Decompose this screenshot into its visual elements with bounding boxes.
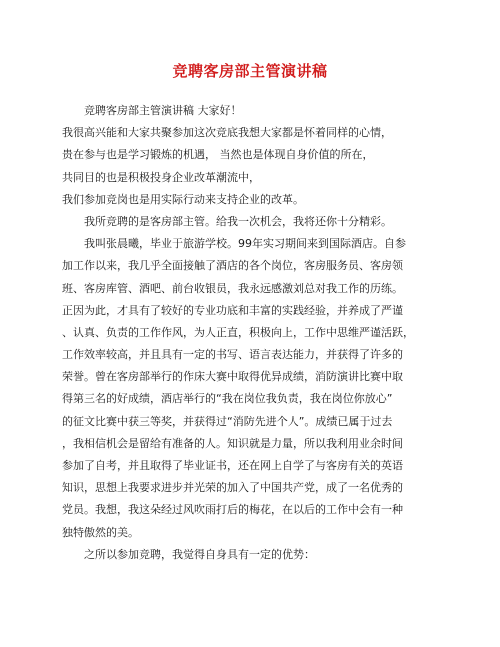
document-body (62, 100, 442, 566)
body-line: 我们参加竞岗也是用实际行动来支持企业的改革。 (62, 192, 304, 206)
body-line: 、认真、负责的工作作风，为人正直，积极向上，工作中思维严谨活跃， (62, 325, 414, 339)
body-line: 我很高兴能和大家共聚参加这次竞底我想大家都是怀着同样的心情， (62, 126, 392, 140)
body-line: 参加了自考，并且取得了毕业证书，还在网上自学了与客房有关的英语 (62, 459, 403, 472)
body-line: 的征文比赛中获三等奖，并获得过“消防先进个人”。成绩已属于过去 (62, 414, 393, 428)
body-line: 班、客房库管、酒吧、前台收银员，我永远感激刘总对我工作的历练。 (62, 281, 403, 295)
body-line: 独特傲然的美。 (62, 525, 139, 539)
body-line: 我叫张晨曦，毕业于旅游学校。99年实习期间来到国际酒店。自参 (84, 237, 406, 251)
document-title: 竞聘客房部主管演讲稿 (172, 62, 328, 80)
body-line: 共同目的也是积极投身企业改革潮流中， (62, 170, 260, 184)
body-line: 贵在参与也是学习锻炼的机遇， 当然也是体现自身价值的所在， (62, 148, 374, 162)
body-line: 荣誉。曾在客房部举行的作床大赛中取得优异成绩，消防演讲比赛中取 (62, 370, 403, 384)
body-line: 工作效率较高，并且具有一定的书写、语言表达能力，并获得了许多的 (62, 348, 403, 362)
body-line: 我所竞聘的是客房部主管。给我一次机会，我将还你十分精彩。 (84, 214, 392, 228)
body-line: 之所以参加竞聘，我觉得自身具有一定的优势： (84, 547, 315, 561)
body-line: 加工作以来，我几乎全面接触了酒店的各个岗位，客房服务员、客房领 (62, 259, 403, 273)
body-line: 党员。我想，我这朵经过风吹雨打后的梅花，在以后的工作中会有一种 (62, 503, 403, 517)
body-line: 竞聘客房部主管演讲稿 大家好！ (84, 104, 242, 117)
body-line: 得第三名的好成绩，酒店举行的“我在岗位我负责，我在岗位你放心” (62, 392, 393, 406)
body-line: 正因为此，才具有了较好的专业功底和丰富的实践经验，并养成了严谨 (62, 303, 403, 317)
body-line: 知识，思想上我要求进步并光荣的加入了中国共产党，成了一名优秀的 (62, 481, 403, 495)
body-line: ，我相信机会是留给有准备的人。知识就是力量，所以我利用业余时间 (62, 436, 403, 450)
